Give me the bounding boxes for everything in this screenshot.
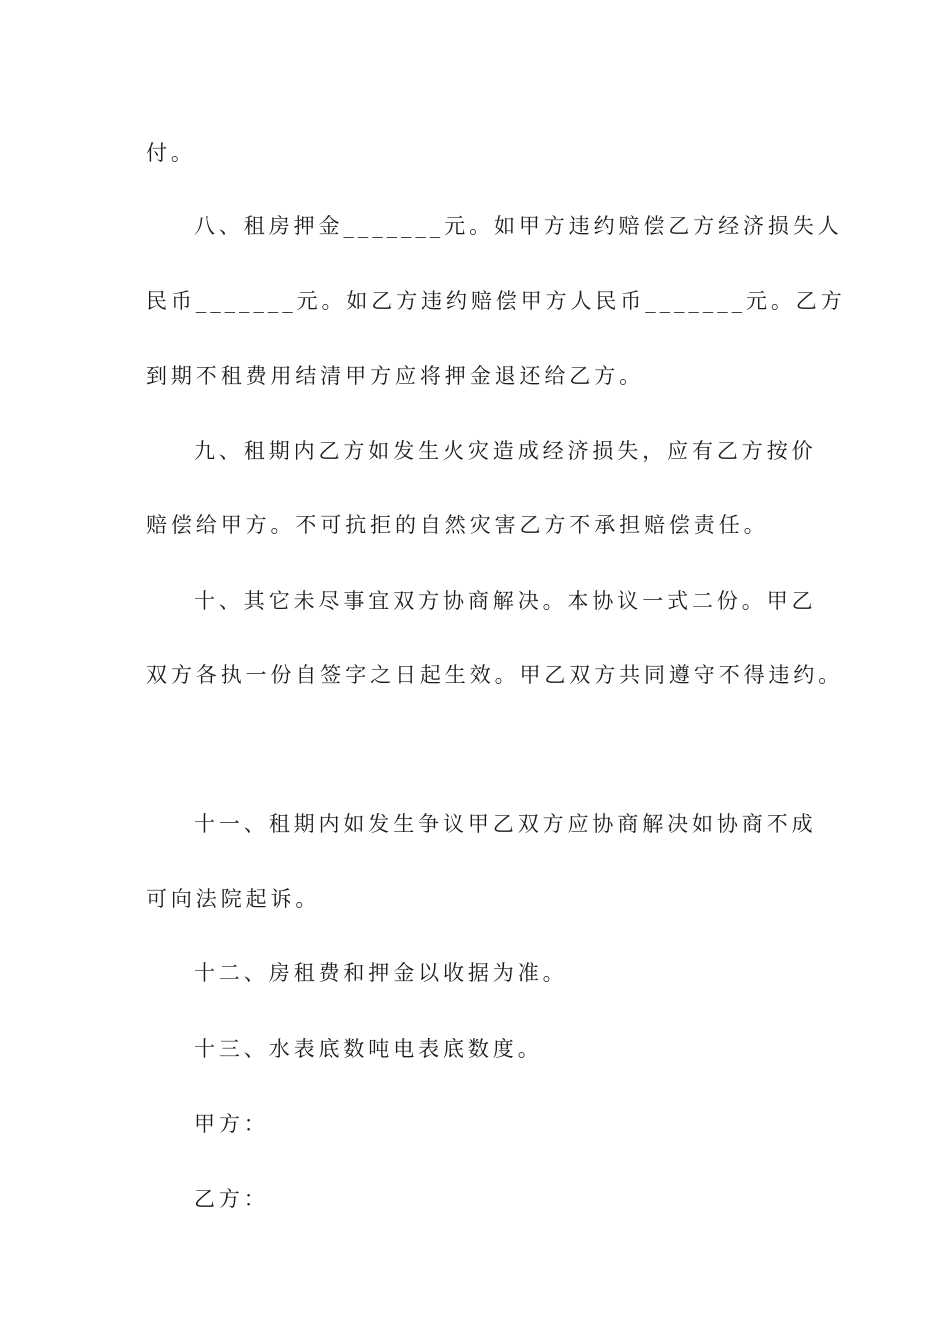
clause-8-line-3: 到期不租费用结清甲方应将押金退还给乙方。 bbox=[146, 364, 644, 388]
clause-11-line-2: 可向法院起诉。 bbox=[146, 887, 321, 911]
paragraph-line-continuation: 付。 bbox=[146, 141, 196, 165]
clause-8-line-2: 民币_______元。如乙方违约赔偿甲方人民币_______元。乙方 bbox=[146, 289, 846, 313]
clause-12: 十二、房租费和押金以收据为准。 bbox=[194, 961, 568, 985]
clause-11-line-1: 十一、租期内如发生争议甲乙双方应协商解决如协商不成 bbox=[194, 812, 817, 836]
clause-9-line-1: 九、租期内乙方如发生火灾造成经济损失，应有乙方按价 bbox=[194, 439, 817, 463]
party-b-signature-label: 乙方： bbox=[194, 1187, 269, 1211]
clause-10-line-1: 十、其它未尽事宜双方协商解决。本协议一式二份。甲乙 bbox=[194, 589, 817, 613]
clause-9-line-2: 赔偿给甲方。不可抗拒的自然灾害乙方不承担赔偿责任。 bbox=[146, 513, 769, 537]
clause-8-line-1: 八、租房押金_______元。如甲方违约赔偿乙方经济损失人 bbox=[194, 214, 843, 238]
clause-13: 十三、水表底数吨电表底数度。 bbox=[194, 1037, 543, 1061]
clause-10-line-2: 双方各执一份自签字之日起生效。甲乙双方共同遵守不得违约。 bbox=[146, 663, 844, 687]
party-a-signature-label: 甲方： bbox=[194, 1112, 269, 1136]
